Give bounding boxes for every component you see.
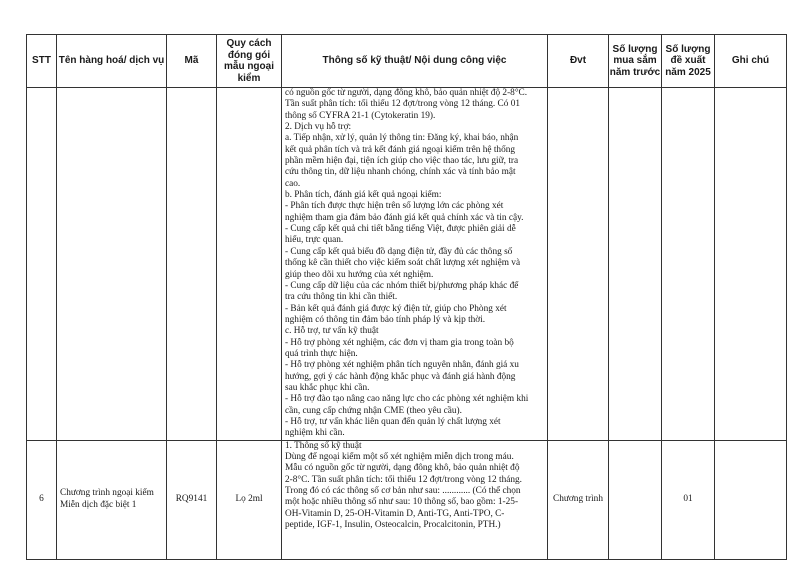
spec-line: cứu thông tin, dữ liệu nhanh chóng, chính xác và tính bảo mật <box>285 167 516 178</box>
spec-line: b. Phân tích, đánh giá kết quả ngoại kiểm: <box>285 190 442 201</box>
spec-line: nghiệm khi cần. <box>285 428 345 439</box>
spec-line: sau khắc phục khi cần. <box>285 382 370 393</box>
spec-line: thống kê cần thiết cho việc kiểm soát chất lượng xét nghiệm và <box>285 258 521 269</box>
cell-pack <box>217 88 282 441</box>
spec-line: - Hỗ trợ phòng xét nghiệm phân tích nguyên nhân, đánh giá xu <box>285 360 519 371</box>
spec-line: c. Hỗ trợ, tư vấn kỹ thuật <box>285 326 379 337</box>
procurement-table <box>26 34 787 560</box>
spec-line: peptide, IGF-1, Insulin, Osteocalcin, Procalcitonin, PTH.) <box>285 520 501 531</box>
spec-line: thông số CYFRA 21-1 (Cytokeratin 19). <box>285 110 436 121</box>
spec-line: 2-8°C. Tần suất phân tích: tối thiểu 12 đợt/trong vòng 12 tháng. <box>285 474 522 485</box>
cell-code <box>167 440 217 559</box>
stt-value: 6 <box>39 493 44 504</box>
header-pack: Quy cách đóng gói mẫu ngoại kiểm <box>217 35 282 88</box>
spec-line: giúp theo dõi xu hướng của xét nghiệm. <box>285 269 434 280</box>
spec-line: 1. Thông số kỹ thuật <box>285 440 362 451</box>
table-row-continued <box>27 88 787 441</box>
header-name: Tên hàng hoá/ dịch vụ <box>57 35 167 88</box>
cell-code <box>167 88 217 441</box>
item-code: RQ9141 <box>175 493 208 504</box>
spec-line: có nguồn gốc từ người, dạng đông khô, bảo quản nhiệt độ 2-8°C. <box>285 88 528 98</box>
spec-line: 2. Dịch vụ hỗ trợ: <box>285 122 352 133</box>
cell-note <box>715 440 787 559</box>
spec-line: nghiệm có thông tin đảm bảo tính pháp lý và kịp thời. <box>285 314 486 325</box>
spec-text <box>282 441 547 532</box>
cell-stt <box>27 440 57 559</box>
spec-line: - Phân tích được thực hiện trên số lượng lớn các phòng xét <box>285 201 504 212</box>
spec-line: hướng, gợi ý các hành động khắc phục và đánh giá hành động <box>285 371 516 382</box>
spec-line: cần, cung cấp chứng nhận CME (theo yêu cầu). <box>285 405 462 416</box>
cell-note <box>715 88 787 441</box>
cell-prop-qty <box>662 440 715 559</box>
header-row <box>27 35 787 88</box>
spec-line: - Hỗ trợ, tư vấn khác liên quan đến quản lý chất lượng xét <box>285 416 501 427</box>
cell-name <box>57 440 167 559</box>
header-stt: STT <box>27 35 57 88</box>
header-unit: Đvt <box>548 35 609 88</box>
spec-line: Trong đó có các thông số cơ bản như sau: ............ (Có thể chọn <box>285 486 521 497</box>
cell-prev-qty <box>609 88 662 441</box>
item-note <box>715 499 786 501</box>
spec-line: - Cung cấp kết quả chi tiết bằng tiếng Việt, được phiên giải dễ <box>285 224 516 235</box>
spec-line: cao. <box>285 178 301 189</box>
header-prop-qty: Số lượng đề xuất năm 2025 <box>662 35 715 88</box>
spec-line: nghiệm tham gia đảm bảo đánh giá kết quả chính xác và tin cậy. <box>285 212 524 223</box>
cell-unit <box>548 88 609 441</box>
spec-line: OH-Vitamin D, 25-OH-Vitamin D, Anti-TG, Anti-TPO, C- <box>285 508 505 519</box>
cell-stt <box>27 88 57 441</box>
spec-line: a. Tiếp nhận, xử lý, quản lý thông tin: Đăng ký, khai báo, nhận <box>285 133 519 144</box>
spec-line: quá trình thực hiện. <box>285 348 358 359</box>
spec-line: kết quả phân tích và trả kết đánh giá ngoại kiểm trên hệ thống <box>285 144 516 155</box>
header-code: Mã <box>167 35 217 88</box>
cell-prop-qty <box>662 88 715 441</box>
item-prop-qty: 01 <box>683 493 693 504</box>
item-unit: Chương trình <box>553 493 603 504</box>
item-prev-qty <box>609 499 661 501</box>
cell-unit <box>548 440 609 559</box>
spec-line: phần mềm hiện đại, tiện ích giúp cho việc thao tác, lưu giữ, tra <box>285 156 519 167</box>
spec-line: Tần suất phân tích: tối thiểu 12 đợt/trong vòng 12 tháng. Có 01 <box>285 99 520 110</box>
spec-line: Mẫu có nguồn gốc từ người, dạng đông khô, bảo quản nhiệt độ <box>285 463 520 474</box>
cell-spec <box>282 88 548 441</box>
spec-line: tra cứu thông tin khi cần thiết. <box>285 292 398 303</box>
cell-pack <box>217 440 282 559</box>
spec-line: một hoặc nhiều thông số như sau: 10 thông số, bao gồm: 1-25- <box>285 497 519 508</box>
cell-spec <box>282 440 548 559</box>
header-note: Ghi chú <box>715 35 787 88</box>
spec-line: - Cung cấp dữ liệu của các nhóm thiết bị/phương pháp khác để <box>285 280 519 291</box>
item-name: Chương trình ngoại kiểm Miễn dịch đặc biệt 1 <box>60 488 154 510</box>
spec-line: - Hỗ trợ phòng xét nghiệm, các đơn vị tham gia trong toàn bộ <box>285 337 514 348</box>
spec-line: Dùng để ngoại kiểm một số xét nghiệm miễn dịch trong máu. <box>285 452 514 462</box>
spec-text <box>282 88 547 440</box>
header-spec: Thông số kỹ thuật/ Nội dung công việc <box>282 35 548 88</box>
item-pack: Lọ 2ml <box>235 493 263 504</box>
header-prev-qty: Số lượng mua sắm năm trước <box>609 35 662 88</box>
spec-line: - Bản kết quả đánh giá được ký điện tử, giúp cho Phòng xét <box>285 303 507 314</box>
spec-line: - Hỗ trợ đào tạo nâng cao năng lực cho các phòng xét nghiệm khi <box>285 394 529 405</box>
spec-line: - Cung cấp kết quả biểu đồ dạng điện tử, đầy đủ các thông số <box>285 246 513 257</box>
cell-name <box>57 88 167 441</box>
cell-prev-qty <box>609 440 662 559</box>
document-page <box>26 34 786 560</box>
spec-line: hiểu, trực quan. <box>285 235 344 246</box>
table-row <box>27 440 787 559</box>
